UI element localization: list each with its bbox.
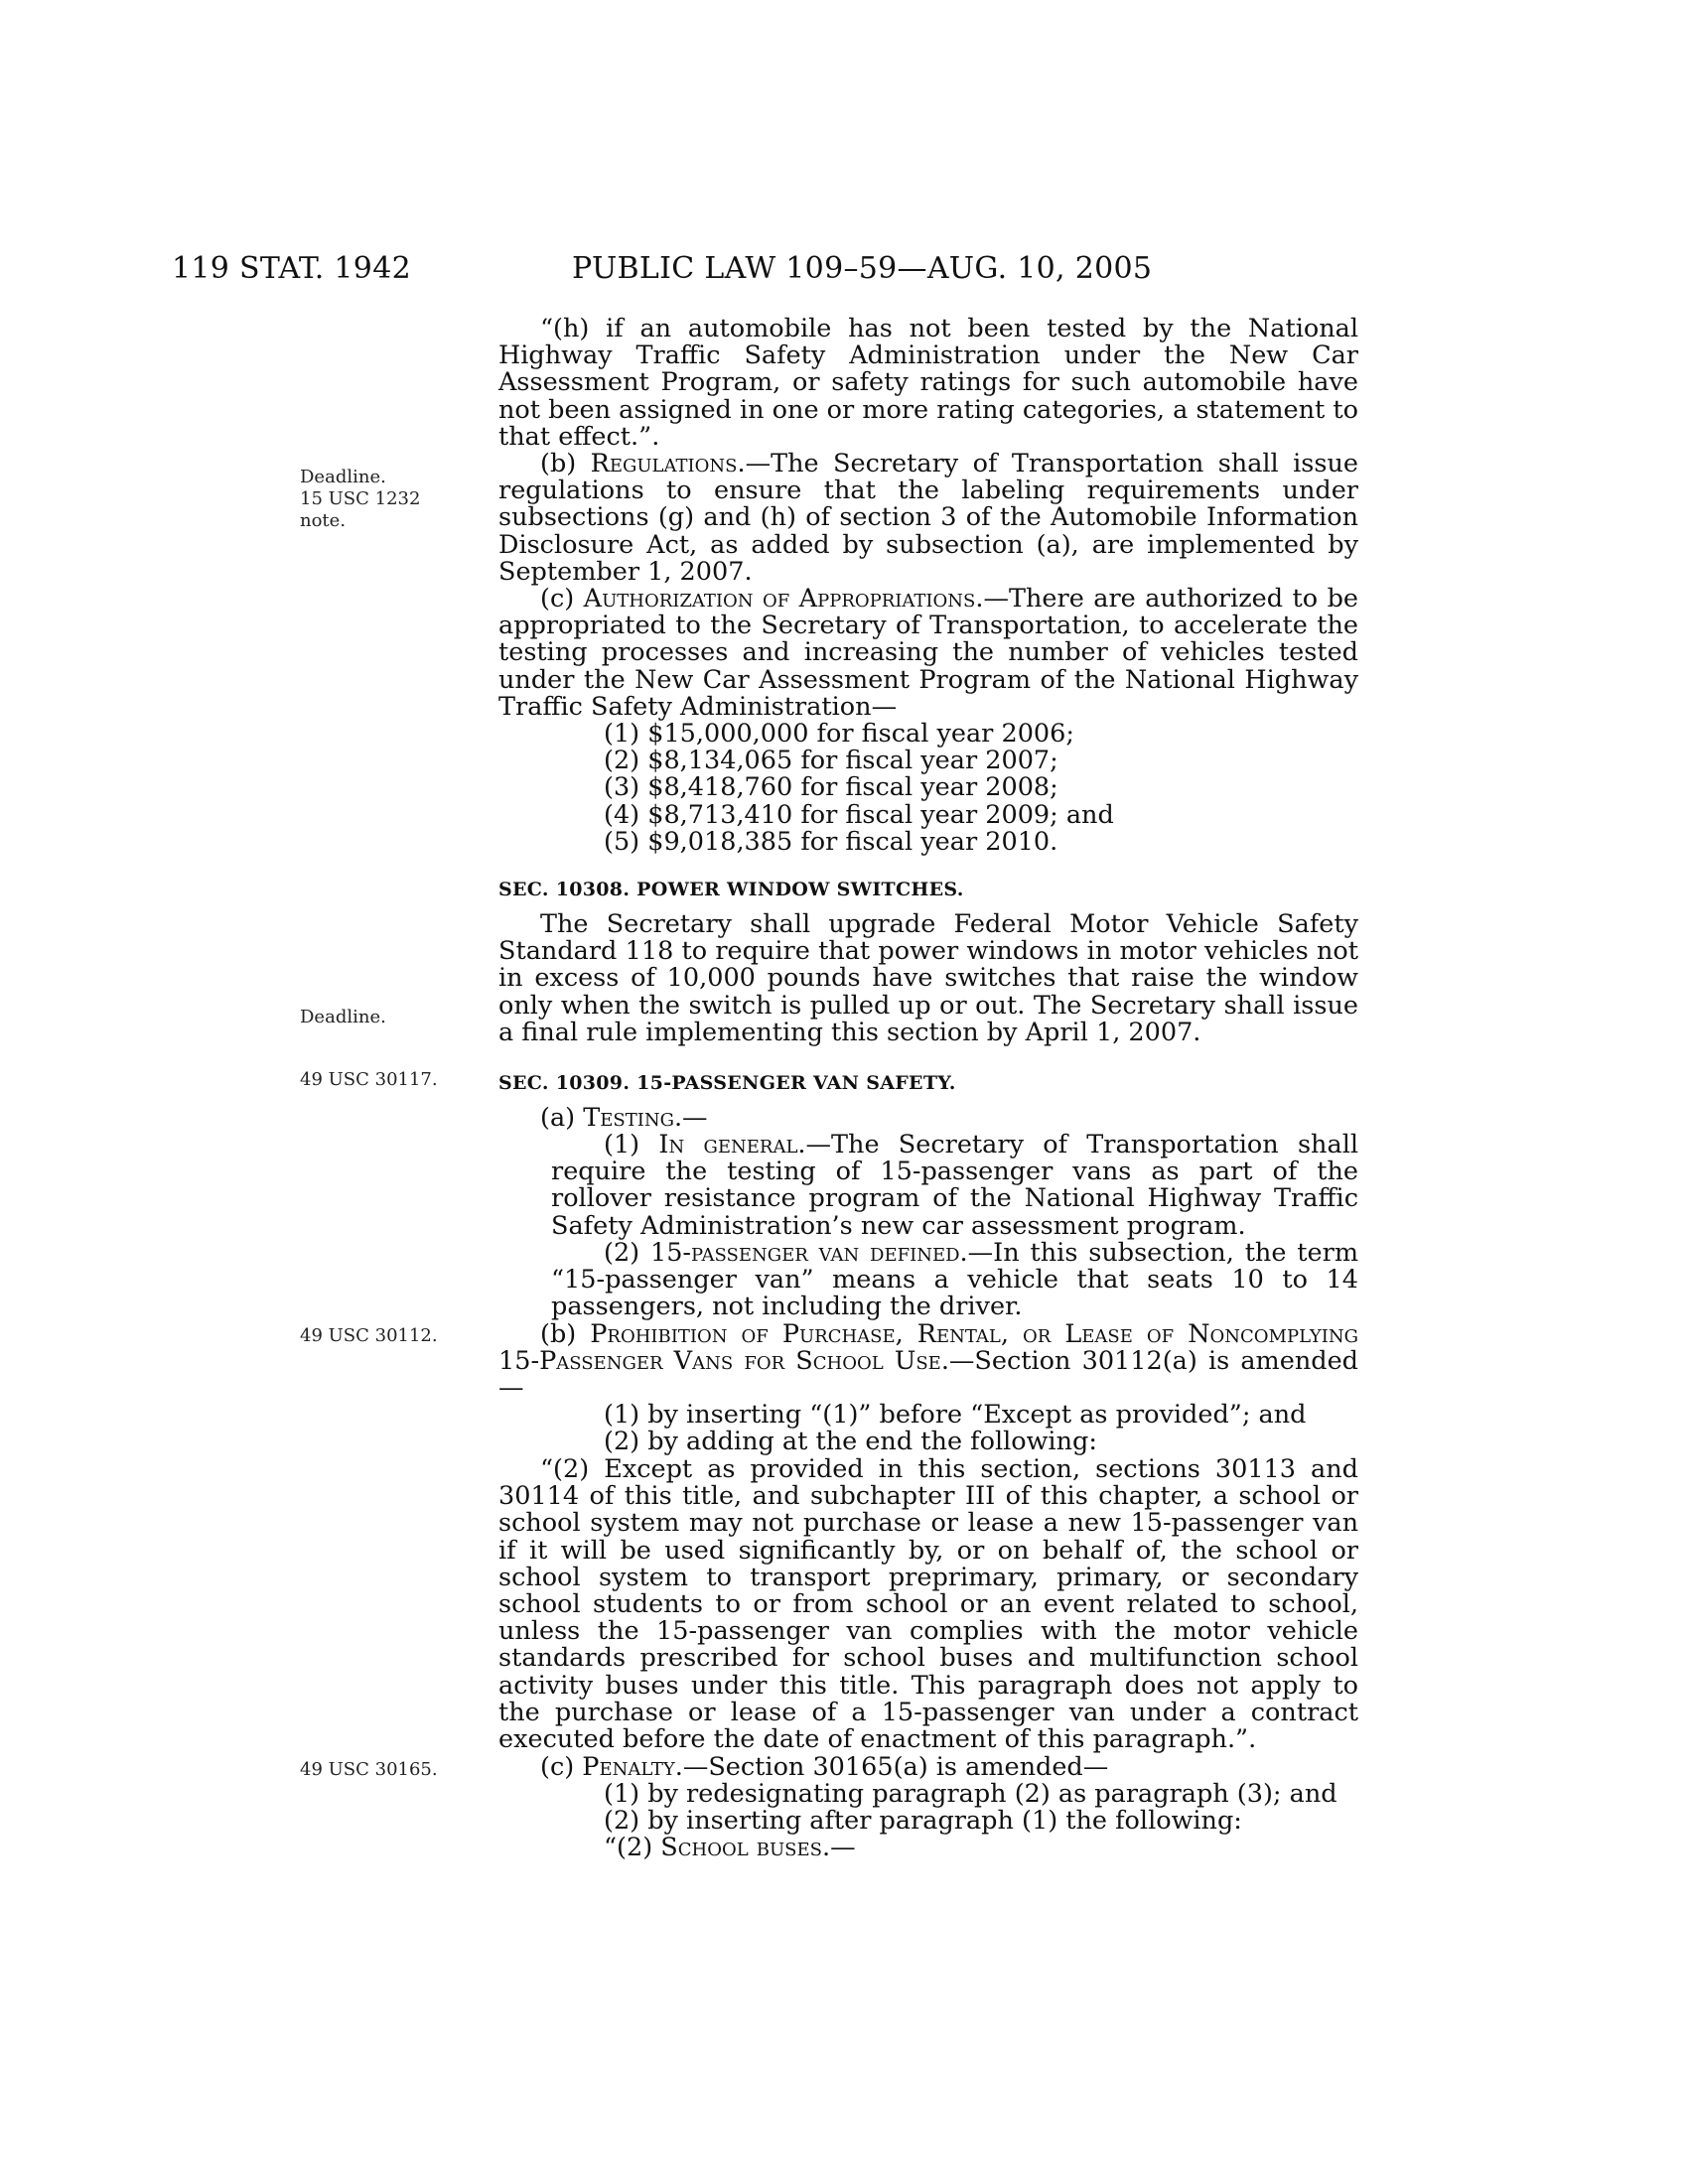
margin-note-deadline-2: Deadline. <box>300 1007 386 1027</box>
section-10308-text: The Secretary shall upgrade Federal Motor Vehicle Safety Standard 118 to require that power windows in motor vehicles not in excess of 10,000 pounds have switches that raise the window only when the switch is pulled up or out. The Secretary shall issue a final rule implementing this section by April 1, 2007. <box>498 909 1358 1047</box>
subsection-c-penalty: (c) Penalty.—Section 30165(a) is amended— <box>540 1752 1109 1782</box>
paragraph-c-authorization: (c) Authorization of Appropriations.—There are authorized to be appropriated to the Secretary of Transportation, to accelerate the testing processes and increasing the number of vehicles tested under the New Car Assessment Program of the National Highway Traffic Safety Administration— <box>498 584 1358 722</box>
list-item: (1) by redesignating paragraph (2) as paragraph (3); and <box>604 1779 1337 1809</box>
list-item: (1) $15,000,000 for fiscal year 2006; <box>604 719 1074 749</box>
margin-note-usc-30165: 49 USC 30165. <box>300 1759 438 1780</box>
margin-note-usc-30117: 49 USC 30117. <box>300 1069 438 1090</box>
list-item: “(2) School buses.— <box>604 1833 856 1863</box>
quoted-paragraph-2: “(2) Except as provided in this section, sections 30113 and 30114 of this title, and subchapter III of this chapter, a school or school system may not purchase or lease a new 15-passenger van if it will be used significantly by, or on behalf of, the school or school system to transport preprimary, primary, or secondary school students to or from school or an event related to school, unless the 15-passenger van complies with the motor vehicle standards prescribed for school buses and multifunction school activity buses under this title. This paragraph does not apply to the purchase or lease of a 15-passenger van under a contract executed before the date of enactment of this paragraph.”. <box>498 1454 1358 1755</box>
subsection-b-items <box>604 1402 1306 1455</box>
statute-page-number: 119 STAT. 1942 <box>172 251 411 286</box>
list-item: (2) by adding at the end the following: <box>604 1427 1097 1457</box>
subsection-a-testing: (a) Testing.— <box>540 1103 708 1133</box>
list-item: (2) $8,134,065 for fiscal year 2007; <box>604 746 1058 776</box>
appropriations-list <box>604 721 1114 856</box>
paragraph-a2: (2) 15-passenger van defined.—In this subsection, the term “15-passenger van” means a vehicle that seats 10 to 14 passengers, not including the driver. <box>551 1238 1359 1322</box>
paragraph-a1: (1) In general.—The Secretary of Transportation shall require the testing of 15-passenger vans as part of the rollover resistance program of the National Highway Traffic Safety Administration’s new car assessment program. <box>551 1130 1358 1241</box>
page-title: PUBLIC LAW 109–59—AUG. 10, 2005 <box>572 251 1153 286</box>
list-item: (2) by inserting after paragraph (1) the following: <box>604 1806 1242 1837</box>
paragraph-h: “(h) if an automobile has not been tested by the National Highway Traffic Safety Administration under the New Car Assessment Program, or safety ratings for such automobile have not been assigned in one or more rating categories, a statement to that effect.”. <box>498 314 1358 452</box>
margin-note-deadline-1: Deadline. 15 USC 1232 note. <box>300 467 421 531</box>
subsection-b-prohibition: (b) Prohibition of Purchase, Rental, or Lease of Noncomplying 15-Passenger Vans for School Use.—Section 30112(a) is amended— <box>498 1319 1359 1404</box>
subsection-c-items <box>604 1781 1337 1862</box>
paragraph-b-regulations: (b) Regulations.—The Secretary of Transportation shall issue regulations to ensure that the labeling requirements under subsections (g) and (h) of section 3 of the Automobile Information Disclosure Act, as added by subsection (a), are implemented by September 1, 2007. <box>498 449 1358 587</box>
margin-note-usc-30112: 49 USC 30112. <box>300 1325 438 1346</box>
list-item: (1) by inserting “(1)” before “Except as provided”; and <box>604 1400 1307 1430</box>
list-item: (5) $9,018,385 for fiscal year 2010. <box>604 826 1058 857</box>
list-item: (4) $8,713,410 for fiscal year 2009; and <box>604 799 1114 830</box>
section-heading-10308: SEC. 10308. POWER WINDOW SWITCHES. <box>498 879 964 900</box>
section-heading-10309: SEC. 10309. 15-PASSENGER VAN SAFETY. <box>498 1072 956 1094</box>
list-item: (3) $8,418,760 for fiscal year 2008; <box>604 772 1058 803</box>
